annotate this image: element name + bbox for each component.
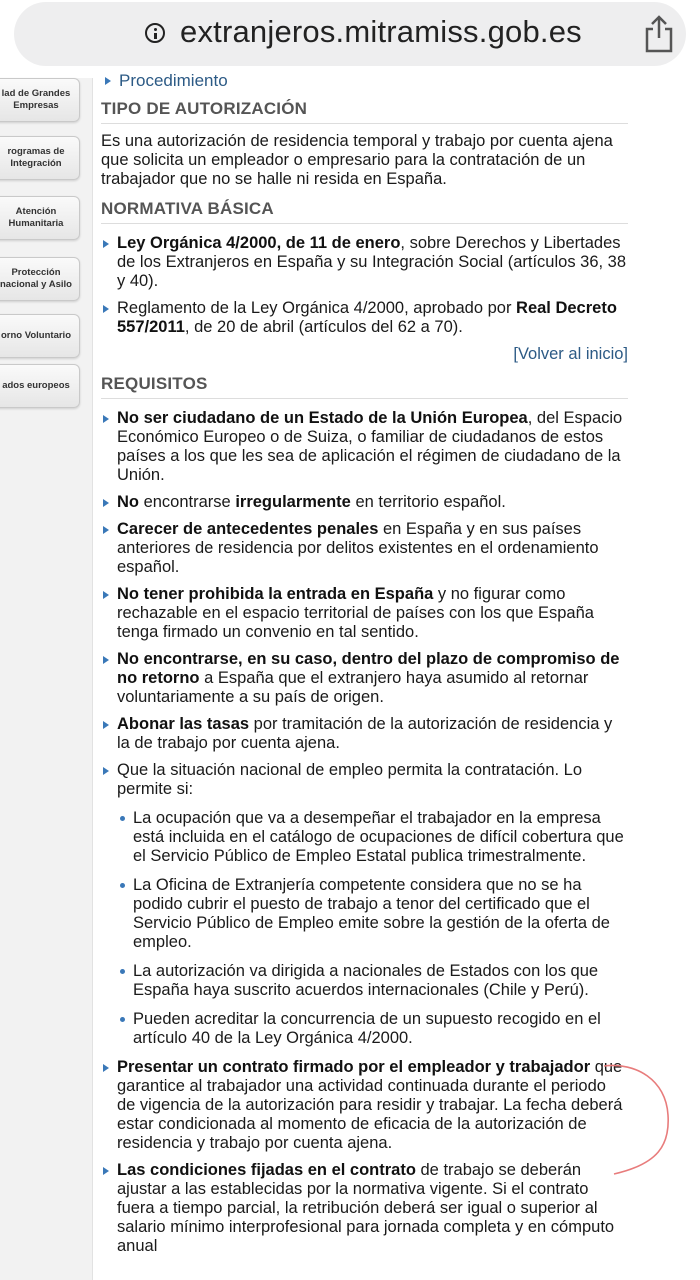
item-bold: Las condiciones fijadas en el contrato	[117, 1161, 416, 1179]
sidebar-item-label: rogramas de Integración	[7, 146, 65, 169]
info-icon[interactable]	[145, 23, 165, 43]
sidebar-item-programas-integracion[interactable]	[0, 136, 80, 180]
list-item	[101, 1161, 628, 1256]
list-item	[101, 761, 628, 1048]
item-bold: No tener prohibida la entrada en España	[117, 585, 434, 603]
requisitos-list	[101, 409, 628, 1256]
item-text: en territorio español.	[350, 493, 506, 511]
tipo-text: Es una autorización de residencia temporal y trabajo por cuenta ajena que solicita un empleador o empresario para la contratación de un trabajador que no se halle ni resida en España.	[101, 132, 613, 188]
sidebar-item-grandes-empresas[interactable]	[0, 78, 80, 122]
sub-list-item: La ocupación que va a desempeñar el trabajador en la empresa está incluida en el catálogo de ocupaciones de difícil cobertura que el Servicio Público de Empleo Estatal publica trimestralmente.	[117, 809, 628, 866]
sidebar-item-atencion-humanitaria[interactable]	[0, 196, 80, 240]
item-text: Que la situación nacional de empleo permita la contratación. Lo permite si:	[117, 761, 583, 798]
item-bold: No encontrarse, en su caso, dentro del plazo de compromiso de no retorno	[117, 650, 620, 687]
sidebar-item-label: orno Voluntario	[0, 330, 71, 341]
item-text: de trabajo se deberán ajustar a las establecidas por la normativa vigente. Si el contrato fuera a tiempo parcial, la retribución deberá ser igual o superior al salario mínimo interprofesional para jornada completa y en cómputo anual	[117, 1161, 615, 1255]
procedimiento-link-text[interactable]: Procedimiento	[119, 71, 228, 90]
sub-list-item: La Oficina de Extranjería competente considera que no se ha podido cubrir el puesto de trabajo a tenor del certificado que el Servicio Público de Empleo emite sobre la gestión de la oferta de empleo.	[117, 876, 628, 952]
address-bar[interactable]	[14, 2, 686, 66]
sub-list-item: Pueden acreditar la concurrencia de un supuesto recogido en el artículo 40 de la Ley Orgánica 4/2000.	[117, 1010, 628, 1048]
list-item	[101, 1058, 628, 1153]
item-bold: Abonar las tasas	[117, 715, 250, 733]
item-text: que garantice al trabajador una actividad continuada durante el periodo de vigencia de la autorización para residir y trabajar. La fecha deberá estar condicionada al momento de eficacia de la autorización de residencia y trabajo por cuenta ajena.	[117, 1058, 623, 1152]
url-text[interactable]: extranjeros.mitramiss.gob.es	[180, 14, 582, 49]
list-item	[101, 650, 628, 707]
section-title-requisitos: REQUISITOS	[101, 374, 628, 399]
sidebar-item-label: ados europeos	[2, 380, 70, 391]
item-text: a España que el extranjero haya asumido al retornar voluntariamente a su país de origen.	[117, 669, 589, 706]
procedimiento-link[interactable]	[101, 70, 628, 92]
list-item	[101, 585, 628, 642]
item-bold: Presentar un contrato firmado por el empleador y trabajador	[117, 1058, 591, 1076]
section-title-tipo: TIPO DE AUTORIZACIÓN	[101, 99, 628, 124]
item-bold: Carecer de antecedentes penales	[117, 520, 379, 538]
sidebar-item-estados-europeos[interactable]	[0, 364, 80, 408]
item-text: por tramitación de la autorización de residencia y la de trabajo por cuenta ajena.	[117, 715, 613, 752]
item-text: , de 20 de abril (artículos del 62 a 70).	[184, 318, 463, 336]
list-item	[101, 299, 628, 337]
annotation-mark	[596, 1060, 676, 1180]
list-item	[101, 520, 628, 577]
item-bold: No ser ciudadano de un Estado de la Unión Europea	[117, 409, 528, 427]
list-item	[101, 234, 628, 291]
sidebar-item-label: Protección nacional y Asilo	[0, 267, 72, 290]
item-bold: irregularmente	[235, 493, 351, 511]
normativa-list	[101, 234, 628, 337]
item-text: Reglamento de la Ley Orgánica 4/2000, aprobado por	[117, 299, 517, 317]
share-icon[interactable]	[642, 14, 676, 54]
item-bold: Real Decreto 557/2011	[117, 299, 617, 336]
arrow-icon	[105, 77, 111, 85]
sidebar-item-label: Atención Humanitaria	[8, 206, 64, 229]
volver-inicio-link[interactable]: [Volver al inicio]	[513, 345, 628, 363]
list-item	[101, 409, 628, 485]
item-text: y no figurar como rechazable en el espacio territorial de países con los que España tenga firmado un convenio en tal sentido.	[117, 585, 594, 641]
item-text: , del Espacio Económico Europeo o de Suiza, o familiar de ciudadanos de estos países a los que les sea de aplicación el régimen de ciudadano de la Unión.	[117, 409, 623, 484]
browser-toolbar	[0, 0, 700, 78]
section-title-normativa: NORMATIVA BÁSICA	[101, 199, 628, 224]
sidebar-item-proteccion-asilo[interactable]	[0, 257, 80, 301]
item-text: , sobre Derechos y Libertades de los Extranjeros en España y su Integración Social (artículos 36, 38 y 40).	[117, 234, 627, 290]
list-item	[101, 715, 628, 753]
sidebar	[0, 78, 93, 1280]
item-bold: No	[117, 493, 139, 511]
item-text: en España y en sus países anteriores de residencia por delitos existentes en el ordenamiento español.	[117, 520, 599, 576]
sub-list-item: La autorización va dirigida a nacionales de Estados con los que España haya suscrito acuerdos internacionales (Chile y Perú).	[117, 962, 628, 1000]
sidebar-item-label: lad de Grandes Empresas	[1, 88, 71, 111]
list-item	[101, 493, 628, 512]
item-text: encontrarse	[139, 493, 236, 511]
item-bold: Ley Orgánica 4/2000, de 11 de enero	[117, 234, 401, 252]
empleo-sublist	[117, 809, 628, 1048]
main-content	[101, 70, 628, 1264]
sidebar-item-retorno-voluntario[interactable]	[0, 314, 80, 358]
